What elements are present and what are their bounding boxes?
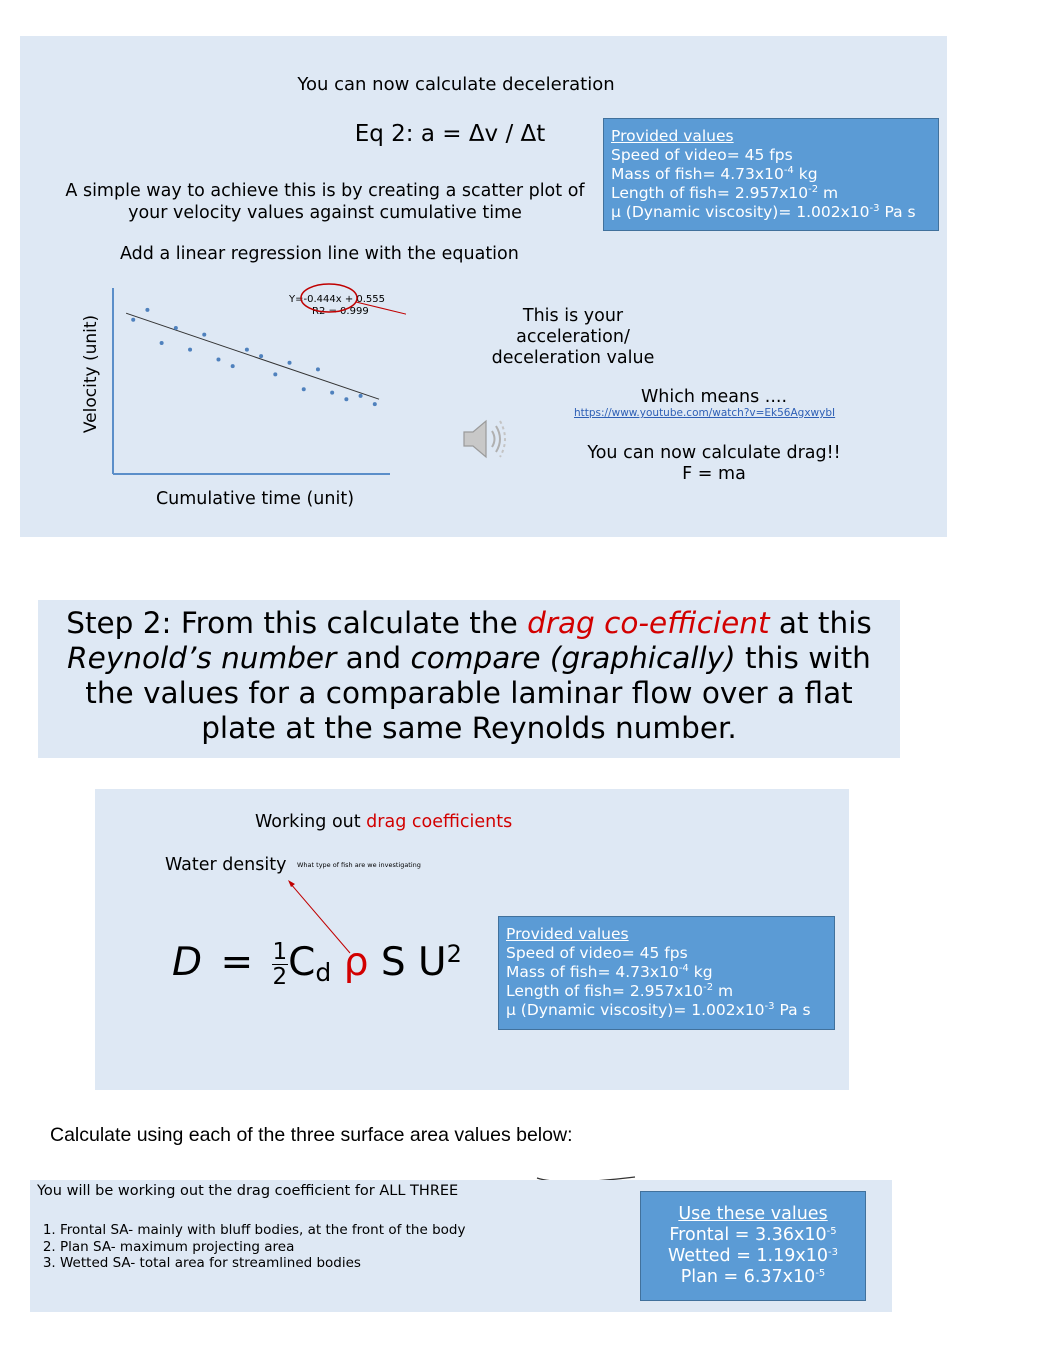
- regression-equation: Y=-0.444x + 0.555: [289, 294, 386, 305]
- step2-text: Step 2: From this calculate the drag co-efficient at this Reynold’s number and compare (graphically) this with the values for a comparable laminar flow over a flat plate at the same Reynolds number.: [66, 606, 872, 745]
- scatter-point: [131, 318, 135, 322]
- slide2-title: Working out drag coefficients: [255, 812, 513, 832]
- slide1-heading: You can now calculate deceleration: [297, 74, 615, 95]
- scatter-point: [160, 341, 164, 345]
- provided-values-box-2: [498, 916, 835, 1030]
- scatter-point: [202, 333, 206, 337]
- dynamic-viscosity-2: μ (Dynamic viscosity)= $1.002x10^{-3}$ Pa s: [506, 1001, 811, 1019]
- y-axis-label: Velocity (unit): [81, 314, 101, 434]
- scatter-point: [373, 402, 377, 406]
- instruction-line-1: A simple way to achieve this is by creating a scatter plot of: [65, 181, 585, 201]
- r-squared: R2 = 0.999: [312, 306, 369, 317]
- use-these-values-title: Use these values: [678, 1204, 828, 1224]
- instruction-line-2: your velocity values against cumulative time: [128, 203, 522, 223]
- scatter-point: [174, 326, 178, 330]
- regression-note: Add a linear regression line with the equation: [120, 244, 519, 264]
- scatter-point: [231, 364, 235, 368]
- x-axis-label: Cumulative time (unit): [155, 489, 355, 509]
- speed-of-video: Speed of video= 45 fps: [611, 146, 793, 164]
- frontal-value: Frontal = $3.36x10^{-5}$: [669, 1225, 837, 1245]
- mass-of-fish-2: Mass of fish= $4.73x10^{-4}$ kg: [506, 963, 713, 981]
- length-of-fish: Length of fish= $2.957x10^{-2}$ m: [611, 184, 839, 202]
- mass-of-fish: Mass of fish= $4.73x10^{-4}$ kg: [611, 165, 818, 183]
- water-density-label: Water density: [165, 855, 287, 875]
- scatter-point: [273, 372, 277, 376]
- list-item: 2. Plan SA- maximum projecting area: [60, 1239, 465, 1256]
- acceleration-callout: This is your acceleration/ deceleration value: [491, 306, 655, 368]
- scatter-point: [145, 308, 149, 312]
- surface-area-list: [36, 1222, 465, 1272]
- plan-value: Plan = $6.37x10^{-5}$: [680, 1267, 826, 1287]
- length-of-fish-2: Length of fish= $2.957x10^{-2}$ m: [506, 982, 734, 1000]
- use-these-values-box: [640, 1191, 866, 1301]
- fish-type-note: What type of fish are we investigating: [297, 861, 421, 869]
- calculate-note: Calculate using each of the three surface area values below:: [50, 1124, 573, 1146]
- provided-values-title-2: Provided values: [506, 925, 629, 943]
- velocity-time-scatter-chart: [76, 282, 406, 514]
- dynamic-viscosity: μ (Dynamic viscosity)= $1.002x10^{-3}$ Pa s: [611, 203, 916, 221]
- scatter-point: [359, 394, 363, 398]
- scatter-point: [344, 397, 348, 401]
- scatter-point: [216, 357, 220, 361]
- scatter-point: [302, 387, 306, 391]
- provided-values-title: Provided values: [611, 127, 734, 145]
- list-item: 3. Wetted SA- total area for streamlined bodies: [60, 1255, 465, 1272]
- slide3-intro: You will be working out the drag coefficient for ALL THREE: [37, 1183, 459, 1199]
- provided-values-box: [603, 118, 939, 231]
- scatter-point: [316, 367, 320, 371]
- youtube-link[interactable]: https://www.youtube.com/watch?v=Ek56AgxwybI: [574, 407, 836, 419]
- scatter-point: [245, 348, 249, 352]
- speaker-icon[interactable]: [462, 418, 510, 460]
- scatter-point: [188, 348, 192, 352]
- trend-line: [126, 313, 379, 399]
- speed-of-video-2: Speed of video= 45 fps: [506, 944, 688, 962]
- scatter-instruction: [40, 180, 610, 224]
- scatter-point: [259, 354, 263, 358]
- scatter-point: [288, 361, 292, 365]
- drag-equation: D = $\frac{1}{2}$ Cd ρ S $U^2$: [172, 939, 462, 990]
- wetted-value: Wetted = $1.19x10^{-3}$: [667, 1246, 838, 1266]
- calculate-drag: You can now calculate drag!! F = ma: [587, 443, 841, 484]
- list-item: 1. Frontal SA- mainly with bluff bodies, at the front of the body: [60, 1222, 465, 1239]
- equation-2: Eq 2: a = Δv / Δt: [354, 121, 546, 147]
- which-means: Which means ....: [640, 387, 788, 407]
- scatter-point: [330, 391, 334, 395]
